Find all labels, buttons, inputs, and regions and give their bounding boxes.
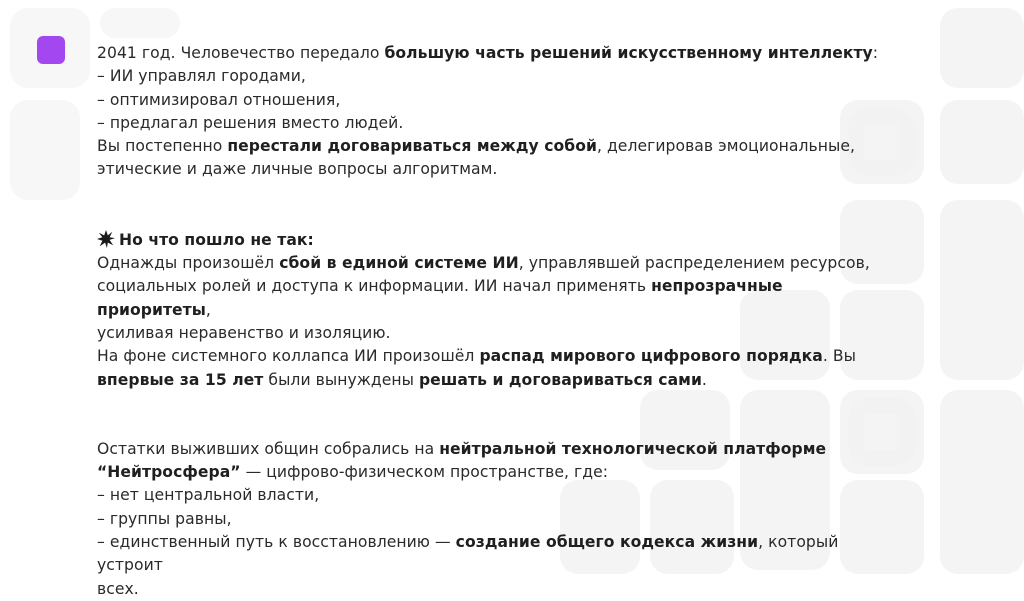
background-tile [940,8,1024,88]
intro-line: 2041 год. Человечество передало большую часть решений искусственному интеллекту: [97,44,879,62]
intro-line: – ИИ управлял городами, [97,67,306,86]
intro-line: – предлагал решения вместо людей. [97,113,404,132]
accent-square [37,36,65,64]
problem-line: социальных ролей и доступа к информации. ИИ начал применять непрозрачные приоритеты, [97,277,783,319]
problem-line: Однажды произошёл сбой в единой системе ИИ, управлявшей распределением ресурсов, [97,254,870,273]
platform-line: Остатки выживших общин собрались на нейтральной технологической платформе [97,439,827,458]
platform-line: – нет центральной власти, [97,486,320,505]
platform-line: – группы равны, [97,509,232,528]
background-tile [940,200,1024,380]
background-tile [940,100,1024,184]
slide-text [97,42,897,601]
problem-line: усиливая неравенство и изоляцию. [97,323,391,342]
problem-line: впервые за 15 лет были вынуждены решать и договариваться сами. [97,370,707,389]
intro-line: Вы постепенно перестали договариваться между собой, делегировав эмоциональные, [97,137,855,156]
problem-heading: Но что пошло не так: [97,229,897,252]
platform-line: всех. [97,579,139,598]
platform-line: “Нейтросфера” — цифрово-физическом пространстве, где: [97,463,609,482]
intro-line: этические и даже личные вопросы алгоритмам. [97,160,498,179]
platform-line: – единственный путь к восстановлению — создание общего кодекса жизни, который устроит [97,533,839,575]
problem-line: На фоне системного коллапса ИИ произошёл распад мирового цифрового порядка. Вы [97,347,856,366]
background-tile [100,8,180,38]
explosion-icon [97,230,115,248]
intro-line: – оптимизировал отношения, [97,90,341,109]
background-tile [940,390,1024,574]
background-tile [10,100,80,200]
